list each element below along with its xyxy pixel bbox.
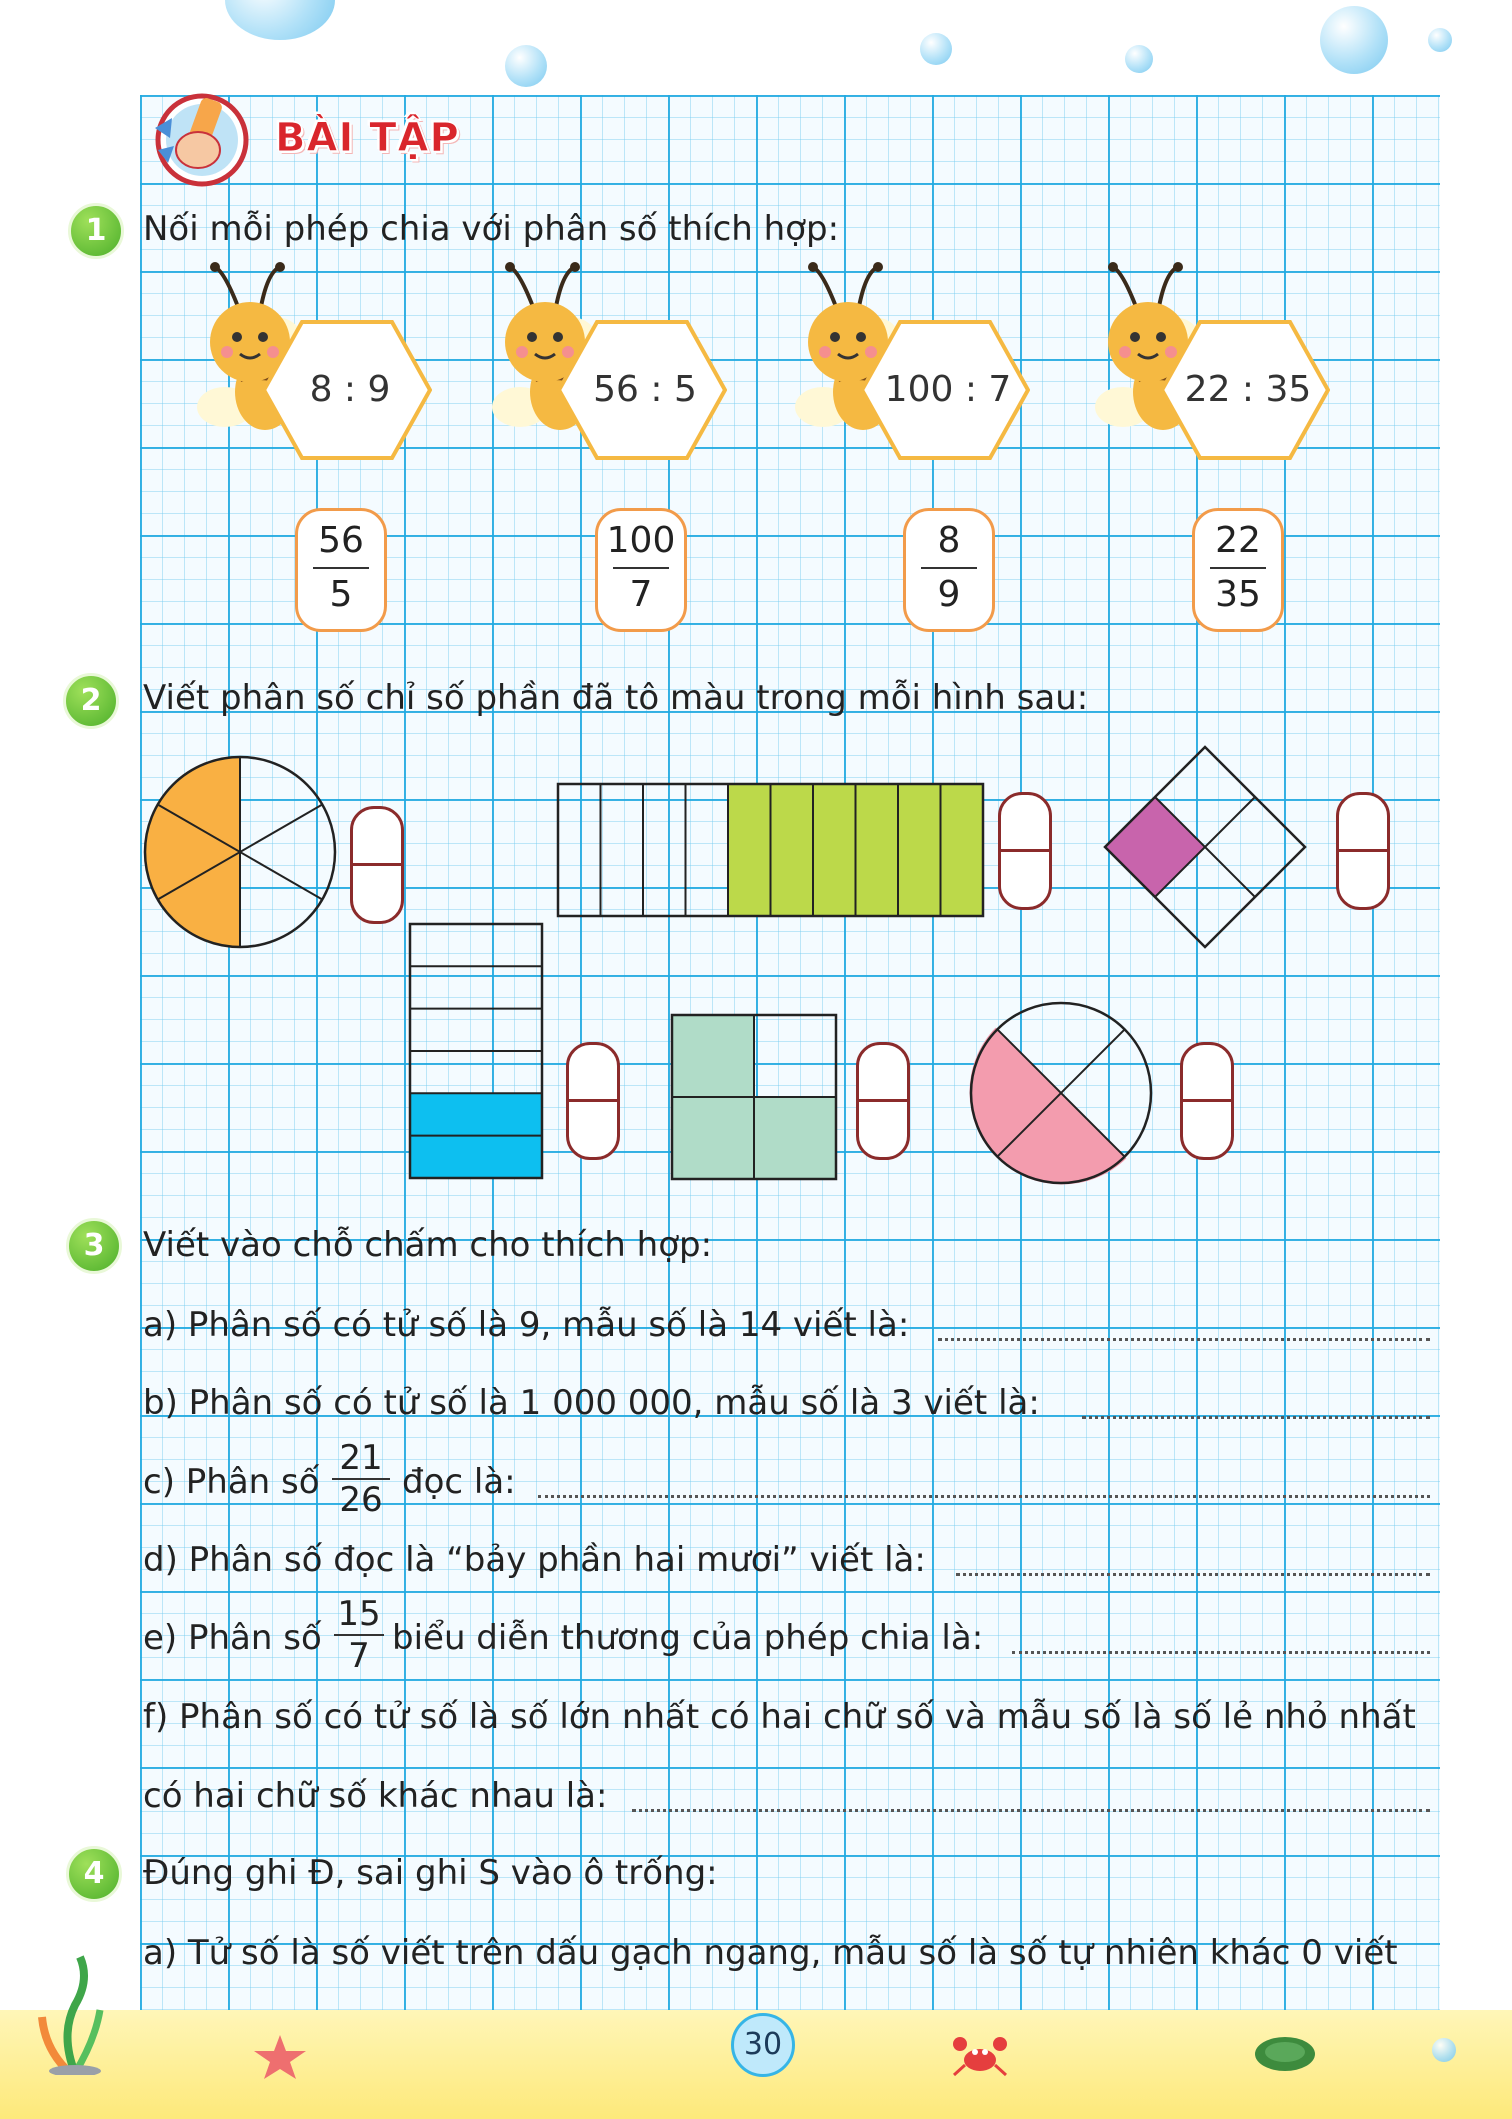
division-label: 56 : 5 xyxy=(593,369,697,410)
bubble-decoration xyxy=(1428,28,1452,52)
exercise-2-instruction: Viết phân số chỉ số phần đã tô màu trong mỗi hình sau: xyxy=(143,678,1089,718)
numerator: 8 xyxy=(937,520,961,561)
exercise-number-badge: 3 xyxy=(66,1218,122,1274)
circle-four-parts-shape xyxy=(968,1000,1154,1186)
exercise-3c-suffix: đọc là: xyxy=(402,1462,516,1502)
exercise-3e-text: e) Phân số xyxy=(143,1618,322,1658)
seaweed-icon xyxy=(30,1955,120,2075)
exercise-3a-text: a) Phân số có tử số là 9, mẫu số là 14 viết là: xyxy=(143,1305,910,1345)
pencil-hand-logo xyxy=(150,88,260,188)
square-four-parts-shape xyxy=(670,1013,838,1181)
bubble-decoration xyxy=(505,45,547,87)
fraction-card[interactable] xyxy=(595,508,687,632)
exercise-number-badge: 2 xyxy=(63,673,119,729)
numerator: 100 xyxy=(606,520,676,561)
denominator: 35 xyxy=(1215,574,1261,615)
bubble-decoration xyxy=(1125,45,1153,73)
fraction-card[interactable] xyxy=(295,508,387,632)
exercise-3d-text: d) Phân số đọc là “bảy phần hai mươi” viết là: xyxy=(143,1540,926,1580)
exercise-3b-text: b) Phân số có tử số là 1 000 000, mẫu số là 3 viết là: xyxy=(143,1383,1040,1423)
exercise-3-instruction: Viết vào chỗ chấm cho thích hợp: xyxy=(143,1225,713,1265)
fraction-answer-box[interactable] xyxy=(856,1042,910,1160)
denominator: 7 xyxy=(629,574,653,615)
answer-blank-3b[interactable] xyxy=(1082,1416,1430,1419)
answer-blank-3e[interactable] xyxy=(1012,1651,1430,1654)
answer-blank-3f[interactable] xyxy=(632,1809,1430,1812)
division-label: 22 : 35 xyxy=(1184,369,1312,410)
division-label: 100 : 7 xyxy=(884,369,1012,410)
bubble-decoration xyxy=(920,33,952,65)
exercise-3c-text: c) Phân số xyxy=(143,1462,320,1502)
exercise-1-instruction: Nối mỗi phép chia với phân số thích hợp: xyxy=(143,209,840,249)
answer-blank-3a[interactable] xyxy=(938,1338,1430,1341)
answer-blank-3d[interactable] xyxy=(956,1573,1430,1576)
turtle-icon xyxy=(1250,2030,1320,2075)
crab-icon xyxy=(950,2030,1010,2080)
exercise-4-instruction: Đúng ghi Đ, sai ghi S vào ô trống: xyxy=(143,1853,718,1893)
fraction-card[interactable] xyxy=(903,508,995,632)
fraction-answer-box[interactable] xyxy=(1336,792,1390,910)
exercise-number-badge: 4 xyxy=(66,1846,122,1902)
exercise-3f-text-cont: có hai chữ số khác nhau là: xyxy=(143,1776,608,1816)
exercise-4a-text: a) Tử số là số viết trên dấu gạch ngang, mẫu số là số tự nhiên khác 0 viết xyxy=(143,1933,1398,1973)
bubble-decoration xyxy=(225,0,335,40)
fraction-card[interactable] xyxy=(1192,508,1284,632)
inline-fraction xyxy=(332,1440,390,1518)
numerator: 21 xyxy=(339,1438,383,1478)
answer-blank-3c[interactable] xyxy=(538,1495,1430,1498)
numerator: 22 xyxy=(1215,520,1261,561)
fraction-answer-box[interactable] xyxy=(350,806,404,924)
numerator: 15 xyxy=(337,1594,381,1634)
exercise-3e-suffix: biểu diễn thương của phép chia là: xyxy=(392,1618,984,1658)
denominator: 5 xyxy=(329,574,353,615)
page-number: 30 xyxy=(743,2027,783,2062)
exercise-number-badge: 1 xyxy=(68,203,124,259)
diamond-four-parts-shape xyxy=(1100,742,1310,952)
fraction-answer-box[interactable] xyxy=(566,1042,620,1160)
bubble-decoration xyxy=(1320,6,1388,74)
page-title: BÀI TẬP xyxy=(275,115,460,161)
fraction-answer-box[interactable] xyxy=(1180,1042,1234,1160)
fraction-answer-box[interactable] xyxy=(998,792,1052,910)
rectangle-ten-strips-shape xyxy=(556,782,986,918)
denominator: 9 xyxy=(937,574,961,615)
column-six-rows-shape xyxy=(408,922,546,1180)
circle-six-parts-shape xyxy=(140,752,340,952)
denominator: 26 xyxy=(339,1480,383,1520)
inline-fraction xyxy=(334,1596,384,1674)
bubble-decoration xyxy=(1432,2038,1456,2062)
page-number-badge xyxy=(731,2013,795,2077)
division-label: 8 : 9 xyxy=(309,369,391,410)
numerator: 56 xyxy=(318,520,364,561)
exercise-3f-text: f) Phân số có tử số là số lớn nhất có hai chữ số và mẫu số là số lẻ nhỏ nhất xyxy=(143,1697,1416,1737)
starfish-icon xyxy=(250,2033,310,2083)
denominator: 7 xyxy=(348,1636,370,1676)
